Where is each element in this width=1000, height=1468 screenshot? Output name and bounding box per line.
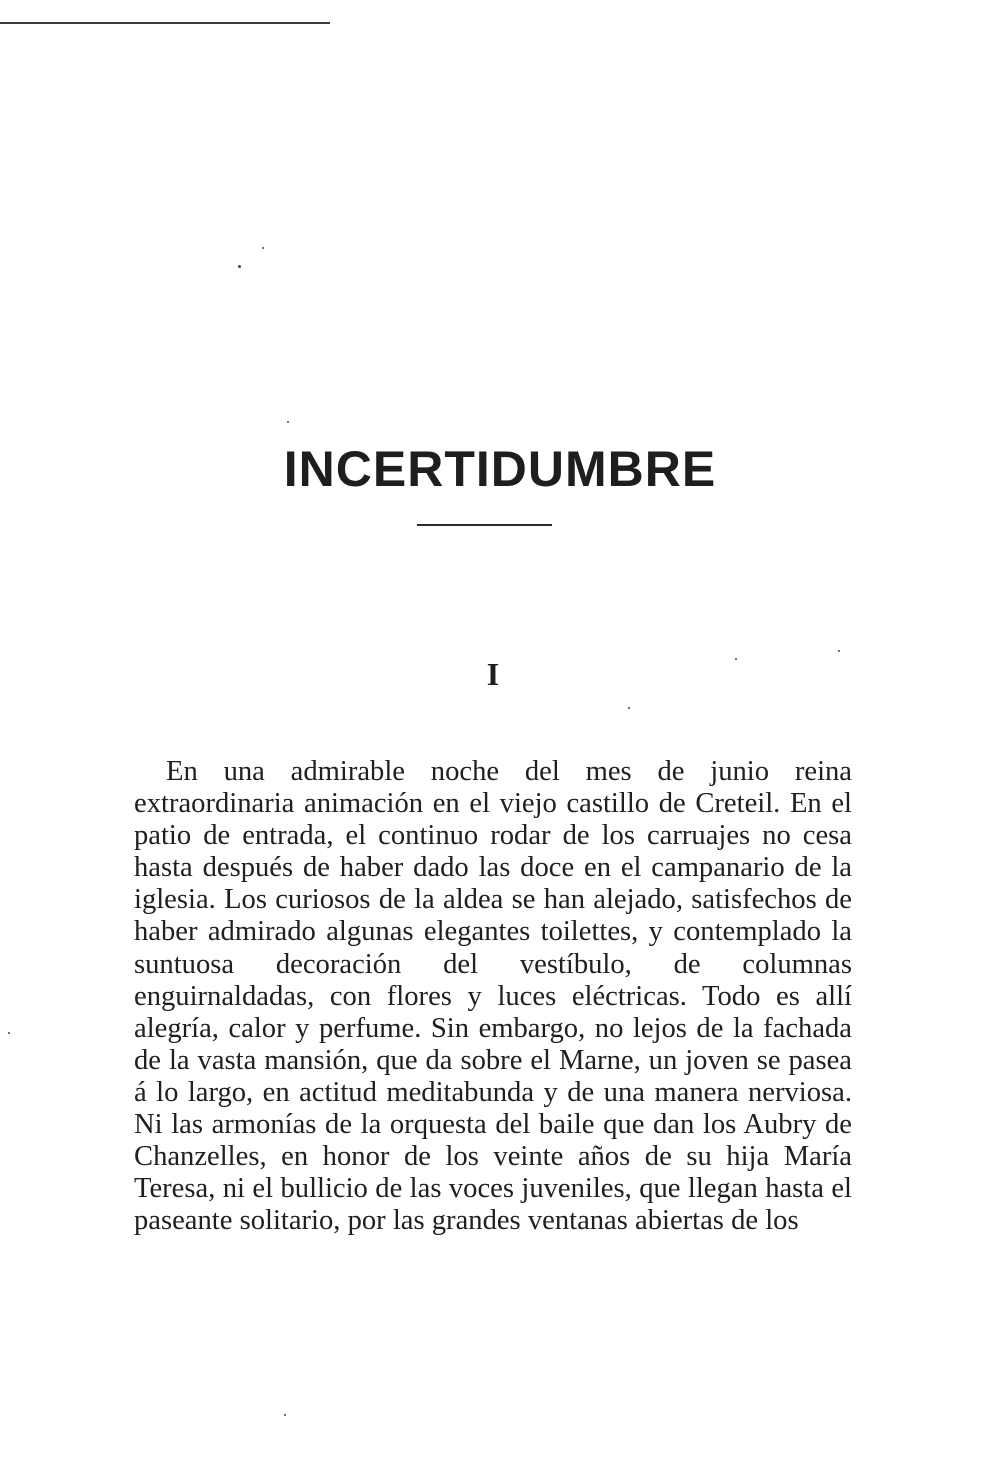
page-title: INCERTIDUMBRE [283, 441, 717, 497]
scan-speck [628, 707, 630, 709]
scan-speck [238, 265, 241, 268]
scan-speck [287, 421, 289, 423]
body-paragraph: En una admirable noche del mes de junio reina extraordinaria animación en el viejo castillo de Creteil. En el patio de entrada, el continuo rodar de los carruajes no cesa hasta después de haber dado las doce en el campanario de la iglesia. Los curiosos de la aldea se han alejado, satisfechos de haber admirado algunas elegantes toilettes, y contemplado la suntuosa decoración del vestíbulo, de columnas enguirnaldadas, con flores y luces eléctricas. Todo es allí alegría, calor y perfume. Sin embargo, no lejos de la fachada de la vasta mansión, que da sobre el Marne, un joven se pasea á lo largo, en actitud meditabunda y de una manera nerviosa. Ni las armonías de la orquesta del baile que dan los Aubry de Chanzelles, en honor de los veinte años de su hija María Teresa, ni el bullicio de las voces juveniles, que llegan hasta el paseante solitario, por las grandes ventanas abiertas de los [134, 756, 852, 1237]
top-rule [0, 22, 330, 24]
title-underline [417, 524, 552, 526]
scan-speck [838, 650, 840, 652]
scan-speck [262, 247, 264, 249]
scan-speck [284, 1414, 286, 1416]
scan-speck [8, 1032, 10, 1034]
chapter-heading: I [486, 656, 500, 692]
